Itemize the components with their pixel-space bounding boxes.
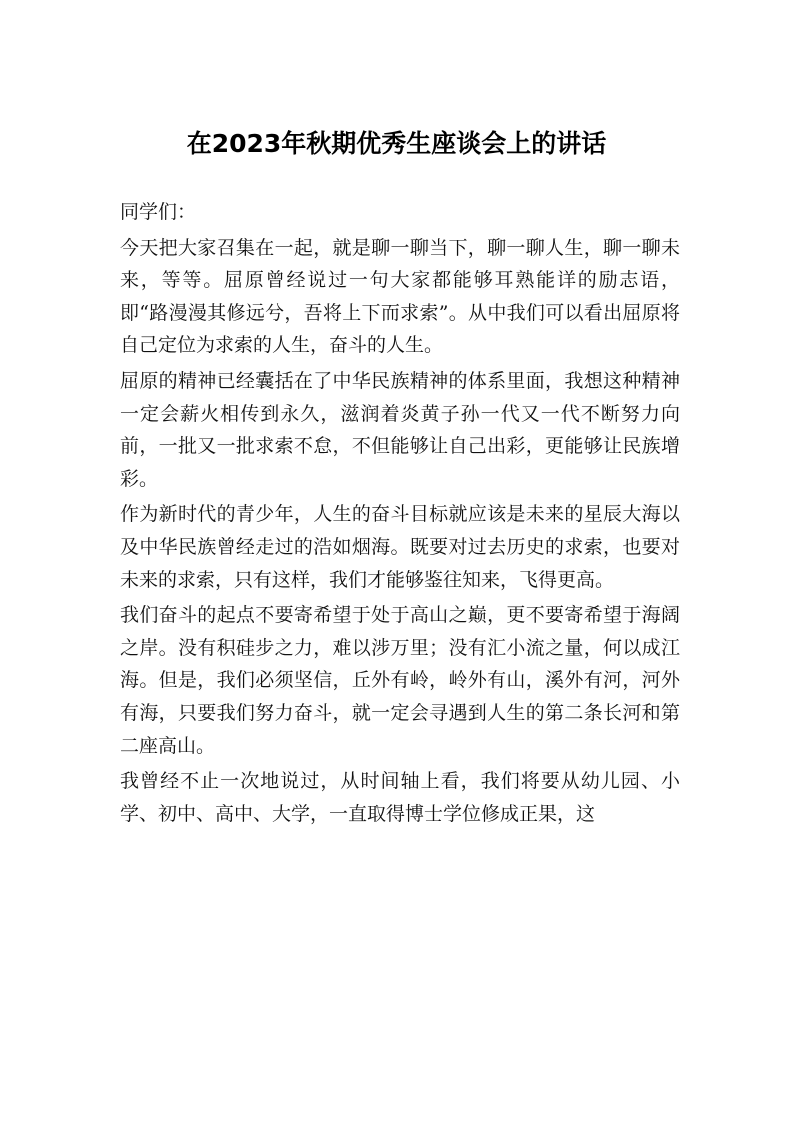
document-body [120,196,680,833]
document-title: 在2023年秋期优秀生座谈会上的讲话 [186,129,607,158]
paragraph: 屈原的精神已经囊括在了中华民族精神的体系里面，我想这种精神一定会薪火相传到永久，滋润着炎黄子孙一代又一代不断努力向前，一批又一批求索不怠，不但能够让自己出彩，更能够让民族增彩。 [120,369,680,490]
paragraph: 我曾经不止一次地说过，从时间轴上看，我们将要从幼儿园、小学、初中、高中、大学，一直取得博士学位修成正果，这 [120,770,680,825]
paragraph: 今天把大家召集在一起，就是聊一聊当下，聊一聊人生，聊一聊未来，等等。屈原曾经说过一句大家都能够耳熟能详的励志语，即“路漫漫其修远兮，吾将上下而求索”。从中我们可以看出屈原将自己定位为求索的人生，奋斗的人生。 [120,236,680,357]
paragraph: 我们奋斗的起点不要寄希望于处于高山之巅，更不要寄希望于海阔之岸。没有积硅步之力，难以涉万里；没有汇小流之量，何以成江海。但是，我们必须坚信，丘外有岭，岭外有山，溪外有河，河外有海，只要我们努力奋斗，就一定会寻遇到人生的第二条长河和第二座高山。 [120,604,680,757]
paragraph: 作为新时代的青少年，人生的奋斗目标就应该是未来的星辰大海以及中华民族曾经走过的浩如烟海。既要对过去历史的求索，也要对未来的求索，只有这样，我们才能够鉴往知来，飞得更高。 [120,503,680,591]
salutation: 同学们： [120,201,197,223]
